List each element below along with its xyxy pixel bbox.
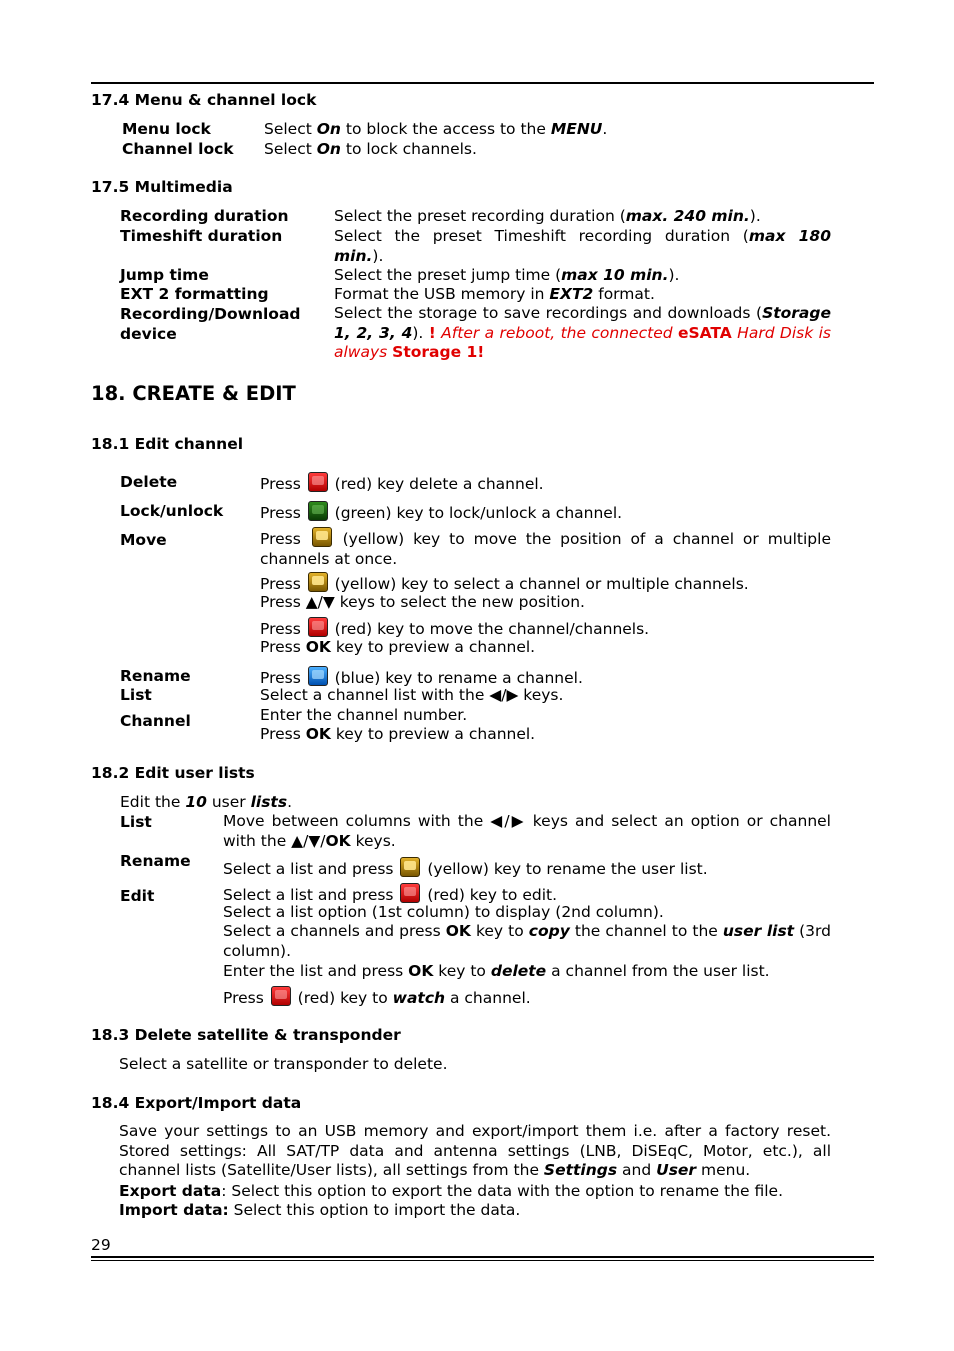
section-heading-17-5: 17.5 Multimedia — [91, 178, 233, 196]
desc-menu-lock: Select On to block the access to the MENU. — [264, 120, 608, 138]
desc-list: Select a channel list with the ◀/▶ keys. — [260, 686, 564, 704]
yellow-key-icon — [312, 527, 332, 547]
section-heading-18-2: 18.2 Edit user lists — [91, 764, 255, 782]
desc-delete: Press (red) key delete a channel. — [260, 472, 544, 494]
term-lock-unlock: Lock/unlock — [120, 502, 224, 520]
desc-user-rename: Select a list and press (yellow) key to rename the user list. — [223, 857, 708, 879]
desc-recording-download-device: Select the storage to save recordings and downloads (Storage 1, 2, 3, 4). ! After a reboot, the connected eSATA Hard Disk is always Storage 1! — [334, 304, 831, 361]
red-key-icon — [308, 472, 328, 492]
chapter-heading-18: 18. CREATE & EDIT — [91, 382, 296, 405]
term-ext2-formatting: EXT 2 formatting — [120, 285, 269, 303]
yellow-key-icon — [308, 572, 328, 592]
desc-move-3: Press ▲/▼ keys to select the new position. — [260, 593, 585, 611]
desc-move-5: Press OK key to preview a channel. — [260, 638, 536, 656]
desc-user-list: Move between columns with the ◀/▶ keys and select an option or channel with the ▲/▼/OK keys. — [223, 812, 831, 850]
desc-recording-duration: Select the preset recording duration (max. 240 min.). — [334, 207, 761, 225]
term-rename: Rename — [120, 667, 191, 685]
desc-user-edit-2: Select a list option (1st column) to display (2nd column). — [223, 903, 664, 921]
desc-user-edit-3: Select a channels and press OK key to copy the channel to the user list (3rd column). — [223, 922, 831, 960]
section-heading-18-1: 18.1 Edit channel — [91, 435, 244, 453]
footer-rule-thin — [91, 1260, 874, 1261]
term-recording-duration: Recording duration — [120, 207, 289, 225]
term-timeshift-duration: Timeshift duration — [120, 227, 283, 245]
term-user-rename: Rename — [120, 852, 191, 870]
red-key-icon — [271, 986, 291, 1006]
desc-user-edit-1: Select a list and press (red) key to edit. — [223, 883, 557, 905]
section-heading-18-3: 18.3 Delete satellite & transponder — [91, 1026, 401, 1044]
term-move: Move — [120, 531, 167, 549]
desc-channel-lock: Select On to lock channels. — [264, 140, 477, 158]
term-user-edit: Edit — [120, 887, 155, 905]
term-channel: Channel — [120, 712, 191, 730]
desc-move-4: Press (red) key to move the channel/channels. — [260, 617, 649, 639]
page-number: 29 — [91, 1236, 111, 1254]
desc-channel-1: Enter the channel number. — [260, 706, 468, 724]
desc-user-edit-4: Enter the list and press OK key to delete a channel from the user list. — [223, 962, 770, 980]
term-user-list: List — [120, 813, 152, 831]
term-delete: Delete — [120, 473, 178, 491]
term-jump-time: Jump time — [120, 266, 209, 284]
desc-lock-unlock: Press (green) key to lock/unlock a channel. — [260, 501, 622, 523]
yellow-key-icon — [400, 857, 420, 877]
footer-rule — [91, 1256, 874, 1258]
desc-ext2-formatting: Format the USB memory in EXT2 format. — [334, 285, 655, 303]
term-recording-download-device: Recording/Download device — [120, 305, 301, 343]
blue-key-icon — [308, 666, 328, 686]
desc-move-2: Press (yellow) key to select a channel or multiple channels. — [260, 572, 749, 594]
desc-jump-time: Select the preset jump time (max 10 min.). — [334, 266, 680, 284]
desc-move-1: Press (yellow) key to move the position of a channel or multiple channels at once. — [260, 527, 831, 569]
desc-rename: Press (blue) key to rename a channel. — [260, 666, 583, 688]
section-heading-17-4: 17.4 Menu & channel lock — [91, 91, 317, 109]
term-list: List — [120, 686, 152, 704]
header-rule — [91, 82, 874, 84]
green-key-icon — [308, 501, 328, 521]
red-key-icon — [400, 883, 420, 903]
intro-user-lists: Edit the 10 user lists. — [120, 793, 292, 811]
desc-import-data: Import data: Select this option to import the data. — [119, 1201, 521, 1219]
term-menu-lock: Menu lock — [122, 120, 211, 138]
desc-user-edit-5: Press (red) key to watch a channel. — [223, 986, 531, 1008]
desc-timeshift-duration: Select the preset Timeshift recording duration (max 180 min.). — [334, 227, 831, 265]
desc-export-data: Export data: Select this option to export the data with the option to rename the file. — [119, 1182, 784, 1200]
term-channel-lock: Channel lock — [122, 140, 234, 158]
desc-channel-2: Press OK key to preview a channel. — [260, 725, 536, 743]
red-key-icon — [308, 617, 328, 637]
section-heading-18-4: 18.4 Export/Import data — [91, 1094, 302, 1112]
desc-export-import: Save your settings to an USB memory and export/import them i.e. after a factory reset. Stored settings: All SAT/TP data and antenna settings (LNB, DiSEqC, Motor, etc.), all channel lists (Satellite/User lists), all settings from the Settings and User menu. — [119, 1122, 831, 1180]
desc-delete-satellite: Select a satellite or transponder to delete. — [119, 1055, 448, 1073]
